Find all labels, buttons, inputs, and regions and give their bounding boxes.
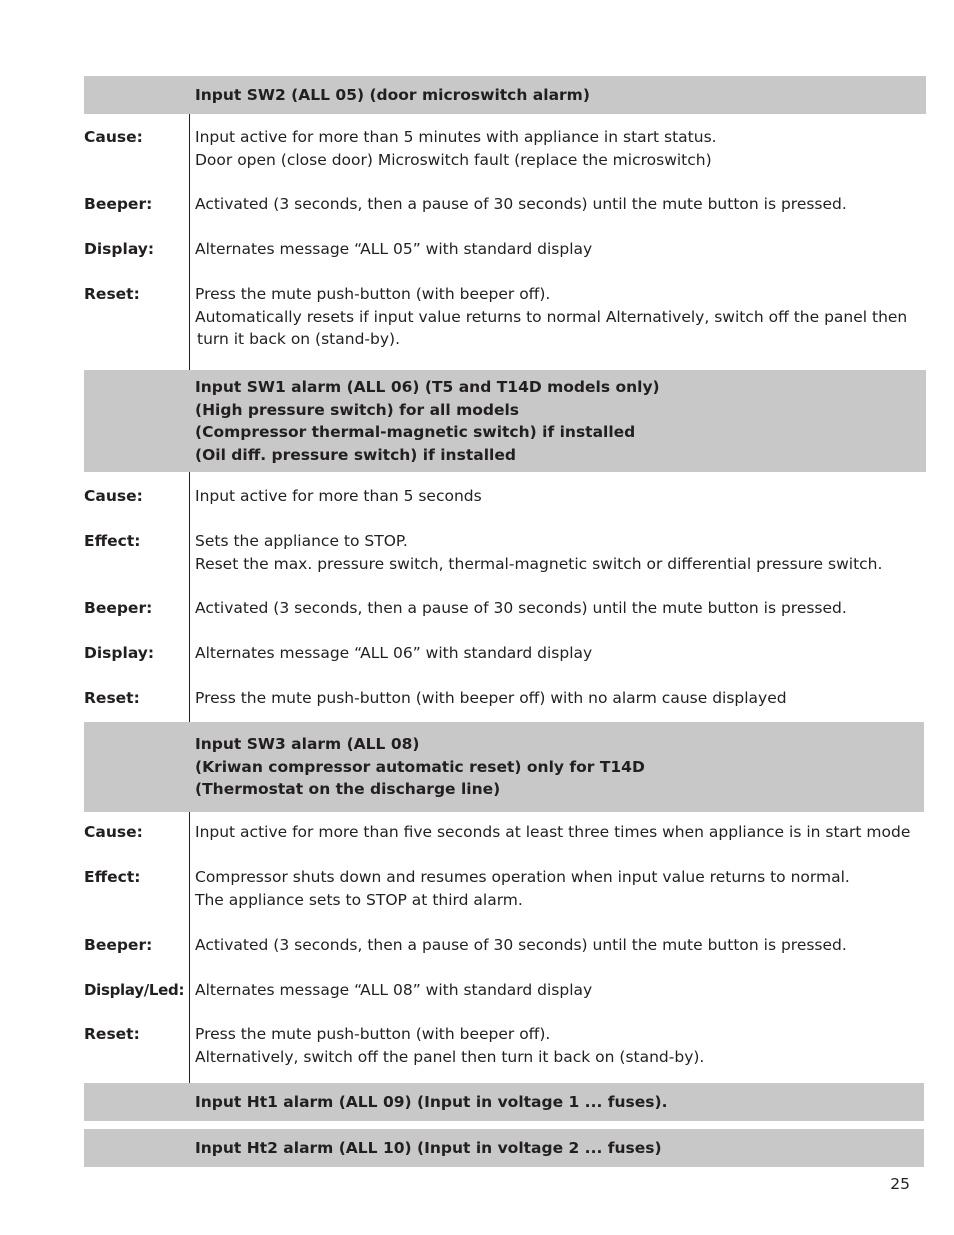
row-value [195,979,915,1002]
row-value [195,821,915,844]
value-line: Activated (3 seconds, then a pause of 30 seconds) until the mute button is pressed. [195,195,847,213]
value-line: Alternates message “ALL 05” with standard display [195,240,593,258]
section-header-sw1 [84,370,926,472]
section-title-line: (Oil diff. pressure switch) if installed [195,445,516,464]
row-label: Cause: [84,823,143,841]
section-header-sw3 [84,722,924,812]
value-line: Reset the max. pressure switch, thermal-magnetic switch or differential pressure switch. [195,554,883,573]
value-line: Activated (3 seconds, then a pause of 30 seconds) until the mute button is pressed. [195,936,847,954]
section-title-line: (Thermostat on the discharge line) [195,780,501,799]
row-label: Display: [84,240,155,258]
value-line: Automatically resets if input value returns to normal Alternatively, switch off the panel then [195,307,908,326]
section-title-line: Input SW3 alarm (ALL 08) [195,735,420,754]
row-value [195,642,915,665]
section-title-line: (Compressor thermal-magnetic switch) if installed [195,423,636,441]
value-line: The appliance sets to STOP at third alarm. [195,890,523,909]
row-label: Display: [84,644,155,662]
value-line: Sets the appliance to STOP. [195,532,408,550]
row-value [195,283,915,351]
row-label: Display/Led: [84,981,185,999]
row-label: Beeper: [84,599,153,617]
value-line: Activated (3 seconds, then a pause of 30 seconds) until the mute button is pressed. [195,599,847,617]
row-value [195,485,915,508]
value-line: Input active for more than 5 minutes with appliance in start status. [195,128,717,146]
value-line: Press the mute push-button (with beeper off) with no alarm cause displayed [195,689,787,707]
value-line: Press the mute push-button (with beeper off). [195,285,551,303]
row-label: Reset: [84,285,140,303]
row-value [195,1023,915,1068]
row-label: Effect: [84,868,141,886]
row-value [195,126,915,171]
row-label: Cause: [84,128,143,146]
row-label: Reset: [84,1025,140,1043]
section-header-ht1 [84,1083,924,1121]
row-label: Beeper: [84,195,153,213]
value-line: Door open (close door) Microswitch fault (replace the microswitch) [195,150,712,169]
value-line: Alternates message “ALL 08” with standard display [195,981,593,999]
section-title-line: Input SW1 alarm (ALL 06) (T5 and T14D models only) [195,378,660,396]
row-value [195,687,915,710]
value-line: Compressor shuts down and resumes operation when input value returns to normal. [195,868,850,886]
page-number: 25 [890,1175,910,1193]
section-header-ht2 [84,1129,924,1167]
row-value [195,238,915,261]
section-title-line: Input Ht1 alarm (ALL 09) (Input in voltage 1 ... fuses). [195,1092,668,1111]
value-line: Alternates message “ALL 06” with standard display [195,644,593,662]
row-value [195,597,915,620]
section-title-line: Input SW2 (ALL 05) (door microswitch alarm) [195,85,590,104]
row-label: Cause: [84,487,143,505]
row-label: Beeper: [84,936,153,954]
row-value [195,866,915,911]
row-value [195,530,915,575]
section-title-line: (Kriwan compressor automatic reset) only for T14D [195,757,645,776]
row-value [195,934,915,957]
section-header-sw2 [84,76,926,114]
value-line: turn it back on (stand-by). [197,330,400,348]
value-line: Press the mute push-button (with beeper off). [195,1025,551,1043]
value-line: Alternatively, switch off the panel then turn it back on (stand-by). [195,1047,705,1066]
row-value [195,193,915,216]
section-title-line: Input Ht2 alarm (ALL 10) (Input in voltage 2 ... fuses) [195,1138,662,1157]
row-label: Reset: [84,689,140,707]
section-title-line: (High pressure switch) for all models [195,400,520,419]
value-line: Input active for more than five seconds at least three times when appliance is in start mode [195,823,911,841]
row-label: Effect: [84,532,141,550]
value-line: Input active for more than 5 seconds [195,487,482,505]
